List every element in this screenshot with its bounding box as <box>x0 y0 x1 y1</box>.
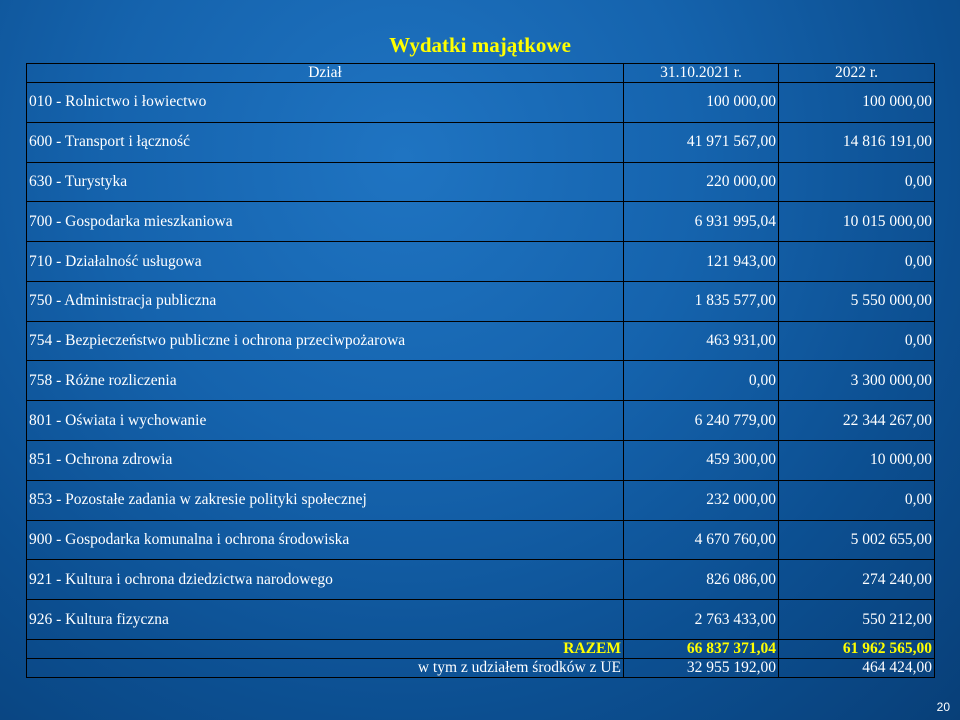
value-2021-cell: 220 000,00 <box>624 162 779 202</box>
value-2022-cell: 100 000,00 <box>779 83 935 123</box>
table-row <box>27 162 935 202</box>
table-row <box>27 600 935 640</box>
header-2021: 31.10.2021 r. <box>624 64 779 83</box>
total-label: RAZEM <box>27 640 624 659</box>
total-row <box>27 640 935 659</box>
value-2021-cell: 826 086,00 <box>624 560 779 600</box>
department-cell: 630 - Turystyka <box>27 162 624 202</box>
value-2021-cell: 2 763 433,00 <box>624 600 779 640</box>
total-2022: 61 962 565,00 <box>779 640 935 659</box>
value-2021-cell: 100 000,00 <box>624 83 779 123</box>
value-2021-cell: 0,00 <box>624 361 779 401</box>
value-2022-cell: 0,00 <box>779 162 935 202</box>
eu-funds-2021: 32 955 192,00 <box>624 659 779 678</box>
value-2022-cell: 0,00 <box>779 242 935 282</box>
table-row <box>27 202 935 242</box>
value-2021-cell: 1 835 577,00 <box>624 281 779 321</box>
value-2022-cell: 10 000,00 <box>779 441 935 481</box>
value-2022-cell: 10 015 000,00 <box>779 202 935 242</box>
table-row <box>27 242 935 282</box>
table-row <box>27 401 935 441</box>
page-number: 20 <box>936 700 950 714</box>
value-2022-cell: 14 816 191,00 <box>779 122 935 162</box>
value-2021-cell: 41 971 567,00 <box>624 122 779 162</box>
table-row <box>27 361 935 401</box>
total-2021: 66 837 371,04 <box>624 640 779 659</box>
value-2021-cell: 463 931,00 <box>624 321 779 361</box>
eu-funds-label: w tym z udziałem środków z UE <box>27 659 624 678</box>
department-cell: 758 - Różne rozliczenia <box>27 361 624 401</box>
table-header-row <box>27 64 935 83</box>
slide-title: Wydatki majątkowe <box>389 33 571 57</box>
department-cell: 926 - Kultura fizyczna <box>27 600 624 640</box>
department-cell: 600 - Transport i łączność <box>27 122 624 162</box>
table-row <box>27 122 935 162</box>
value-2021-cell: 232 000,00 <box>624 480 779 520</box>
value-2022-cell: 22 344 267,00 <box>779 401 935 441</box>
department-cell: 710 - Działalność usługowa <box>27 242 624 282</box>
department-cell: 754 - Bezpieczeństwo publiczne i ochrona przeciwpożarowa <box>27 321 624 361</box>
value-2022-cell: 274 240,00 <box>779 560 935 600</box>
value-2022-cell: 5 550 000,00 <box>779 281 935 321</box>
table-row <box>27 83 935 123</box>
value-2022-cell: 0,00 <box>779 480 935 520</box>
department-cell: 921 - Kultura i ochrona dziedzictwa narodowego <box>27 560 624 600</box>
value-2021-cell: 459 300,00 <box>624 441 779 481</box>
header-department: Dział <box>27 64 624 83</box>
value-2021-cell: 6 240 779,00 <box>624 401 779 441</box>
value-2021-cell: 4 670 760,00 <box>624 520 779 560</box>
department-cell: 750 - Administracja publiczna <box>27 281 624 321</box>
table-row <box>27 560 935 600</box>
department-cell: 851 - Ochrona zdrowia <box>27 441 624 481</box>
department-cell: 801 - Oświata i wychowanie <box>27 401 624 441</box>
table-row <box>27 480 935 520</box>
value-2021-cell: 121 943,00 <box>624 242 779 282</box>
value-2022-cell: 5 002 655,00 <box>779 520 935 560</box>
department-cell: 700 - Gospodarka mieszkaniowa <box>27 202 624 242</box>
budget-table <box>26 63 935 678</box>
value-2022-cell: 0,00 <box>779 321 935 361</box>
header-2022: 2022 r. <box>779 64 935 83</box>
table-row <box>27 281 935 321</box>
eu-funds-2022: 464 424,00 <box>779 659 935 678</box>
department-cell: 853 - Pozostałe zadania w zakresie polityki społecznej <box>27 480 624 520</box>
table-row <box>27 441 935 481</box>
table-row <box>27 321 935 361</box>
department-cell: 900 - Gospodarka komunalna i ochrona środowiska <box>27 520 624 560</box>
value-2022-cell: 3 300 000,00 <box>779 361 935 401</box>
value-2022-cell: 550 212,00 <box>779 600 935 640</box>
eu-funds-row <box>27 659 935 678</box>
table-row <box>27 520 935 560</box>
value-2021-cell: 6 931 995,04 <box>624 202 779 242</box>
department-cell: 010 - Rolnictwo i łowiectwo <box>27 83 624 123</box>
